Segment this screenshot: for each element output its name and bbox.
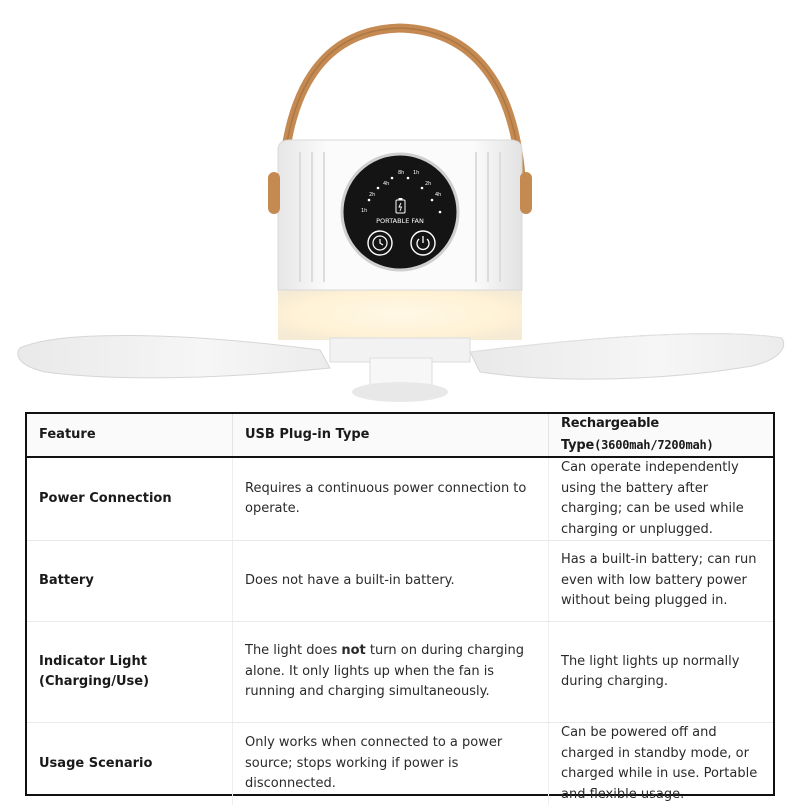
row-usb xyxy=(233,622,549,723)
row-feature: Indicator Light (Charging/Use) xyxy=(27,622,233,723)
svg-text:1h: 1h xyxy=(361,208,367,214)
row-rechargeable: Can operate independently using the battery after charging; can be used while charging or unplugged. xyxy=(549,457,774,541)
row-rechargeable: Can be powered off and charged in standby mode, or charged while in use. Portable and flexible usage. xyxy=(549,723,774,805)
header-feature: Feature xyxy=(27,414,233,457)
table-header-row xyxy=(27,414,773,457)
table-row xyxy=(27,541,773,622)
svg-text:4h: 4h xyxy=(383,181,389,187)
fan-blade-right xyxy=(470,334,784,380)
svg-text:1h: 1h xyxy=(413,170,419,176)
light-ring xyxy=(278,288,522,340)
table-row xyxy=(27,622,773,723)
row-usb-text-a: The light does xyxy=(245,643,341,658)
svg-text:4h: 4h xyxy=(435,192,441,198)
row-usb: Does not have a built-in battery. xyxy=(233,541,549,622)
row-feature: Power Connection xyxy=(27,457,233,541)
svg-text:2h: 2h xyxy=(369,192,375,198)
panel-label: PORTABLE FAN xyxy=(376,217,424,225)
table-row xyxy=(27,723,773,805)
header-rechargeable xyxy=(549,414,774,457)
row-rechargeable: The light lights up normally during charging. xyxy=(549,622,774,723)
svg-text:2h: 2h xyxy=(425,181,431,187)
header-rechargeable-capacity: (3600mah/7200mah) xyxy=(594,438,713,452)
fan-blade-left xyxy=(18,335,330,377)
comparison-table xyxy=(25,412,775,796)
row-usb: Only works when connected to a power source; stops working if power is disconnected. xyxy=(233,723,549,805)
row-usb: Requires a continuous power connection to operate. xyxy=(233,457,549,541)
table-row xyxy=(27,457,773,541)
row-usb-emphasis: not xyxy=(341,643,365,658)
row-rechargeable: Has a built-in battery; can run even with low battery power without being plugged in. xyxy=(549,541,774,622)
header-rechargeable-label: Rechargeable Type xyxy=(561,416,659,453)
svg-text:8h: 8h xyxy=(398,170,404,176)
row-feature: Usage Scenario xyxy=(27,723,233,805)
header-usb: USB Plug-in Type xyxy=(233,414,549,457)
row-usb-text-b: turn on during charging alone. It only lights up when the fan is running and charging simultaneously. xyxy=(245,643,524,699)
row-feature: Battery xyxy=(27,541,233,622)
